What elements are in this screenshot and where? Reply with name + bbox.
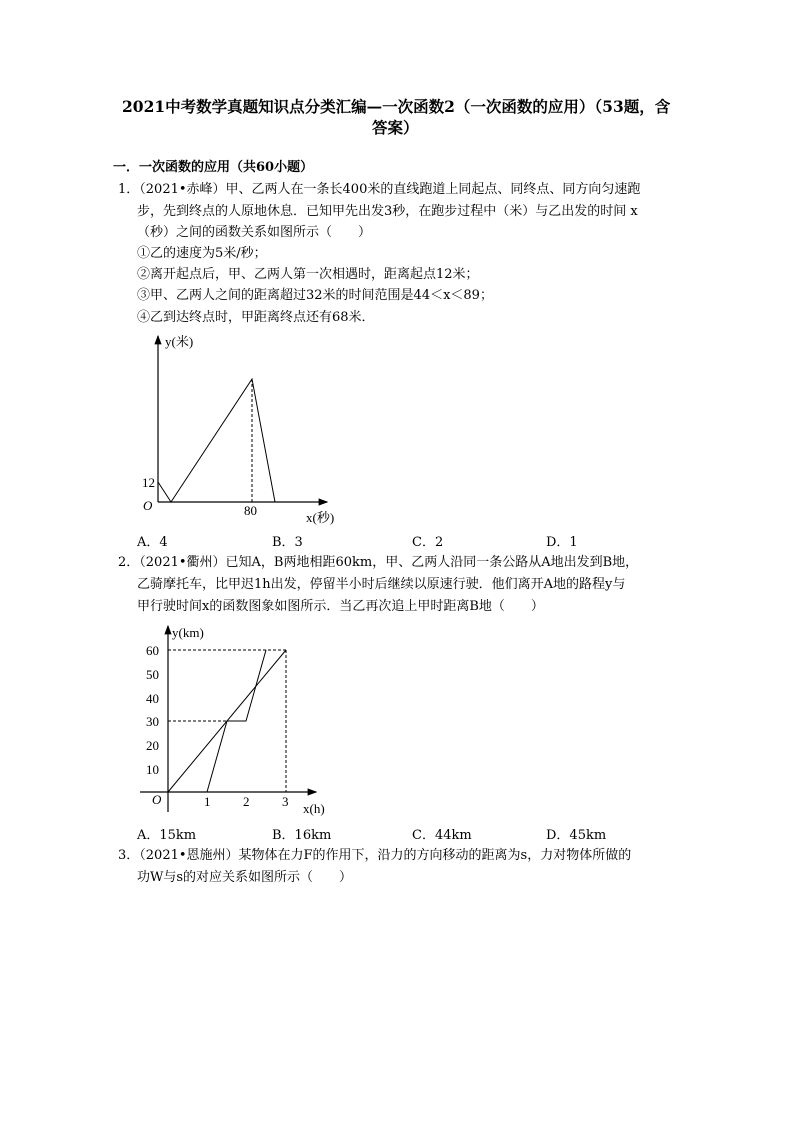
q1-origin: O bbox=[143, 498, 153, 513]
q3-line: 3．（2021•恩施州）某物体在力F的作用下，沿力的方向移动的距离为s，力对物体所做的 bbox=[118, 848, 632, 863]
q2-ytick: 30 bbox=[146, 714, 159, 729]
q1-statement: ②离开起点后，甲、乙两人第一次相遇时，距离起点12米； bbox=[137, 267, 479, 282]
q1-xtick: 80 bbox=[244, 503, 257, 518]
q1-option-c: C．2 bbox=[412, 535, 444, 550]
doc-title-line1: 2021中考数学真题知识点分类汇编—一次函数2（一次函数的应用）（53题，含 bbox=[122, 97, 671, 116]
q2-ytick: 40 bbox=[146, 691, 159, 706]
q1-statement: ①乙的速度为5米/秒； bbox=[137, 246, 267, 261]
q2-ytick: 50 bbox=[146, 667, 159, 682]
q1-line: 步，先到终点的人原地休息．已知甲先出发3秒，在跑步过程中（米）与乙出发的时间 x bbox=[137, 204, 638, 219]
q2-x-label: x(h) bbox=[303, 801, 325, 816]
q2-xtick: 3 bbox=[282, 794, 289, 809]
section-heading: 一．一次函数的应用（共60小题） bbox=[113, 160, 314, 175]
q2-option-a: A．15km bbox=[137, 828, 197, 843]
doc-title-line2: 答案） bbox=[372, 118, 419, 137]
q1-line: （秒）之间的函数关系如图所示（ ） bbox=[137, 225, 372, 240]
q2-origin: O bbox=[152, 792, 162, 807]
q2-xtick: 1 bbox=[204, 794, 211, 809]
q1-option-d: D．1 bbox=[546, 535, 578, 550]
q3-line: 功W与s的对应关系如图所示（ ） bbox=[137, 870, 353, 885]
q2-line: 2．（2021•衢州）已知A，B两地相距60km，甲、乙两人沿同一条公路从A地出发到B地， bbox=[118, 555, 639, 570]
q1-ytick: 12 bbox=[142, 475, 155, 490]
q1-line: 1．（2021•赤峰）甲、乙两人在一条长400米的直线跑道上同起点、同终点、同方向匀速跑 bbox=[118, 182, 641, 197]
q1-y-label: y(米) bbox=[165, 334, 194, 349]
q2-line: 甲行驶时间x的函数图象如图所示．当乙再次追上甲时距离B地（ ） bbox=[137, 599, 544, 614]
q2-ytick: 60 bbox=[146, 643, 159, 658]
q2-option-b: B．16km bbox=[272, 828, 332, 843]
q2-option-c: C．44km bbox=[412, 828, 472, 843]
q2-y-label: y(km) bbox=[172, 625, 204, 640]
q2-ytick: 20 bbox=[146, 738, 159, 753]
q1-option-b: B．3 bbox=[272, 535, 303, 550]
q2-xtick: 2 bbox=[243, 794, 250, 809]
q1-x-label: x(秒) bbox=[306, 510, 335, 525]
q1-statement: ④乙到达终点时，甲距离终点还有68米． bbox=[137, 310, 375, 325]
q2-option-d: D．45km bbox=[546, 828, 607, 843]
q1-statement: ③甲、乙两人之间的距离超过32米的时间范围是44＜x＜89； bbox=[137, 288, 493, 303]
q1-option-a: A．4 bbox=[137, 535, 168, 550]
q2-line: 乙骑摩托车，比甲迟1h出发，停留半小时后继续以原速行驶．他们离开A地的路程y与 bbox=[137, 577, 626, 592]
q2-ytick: 10 bbox=[146, 762, 159, 777]
